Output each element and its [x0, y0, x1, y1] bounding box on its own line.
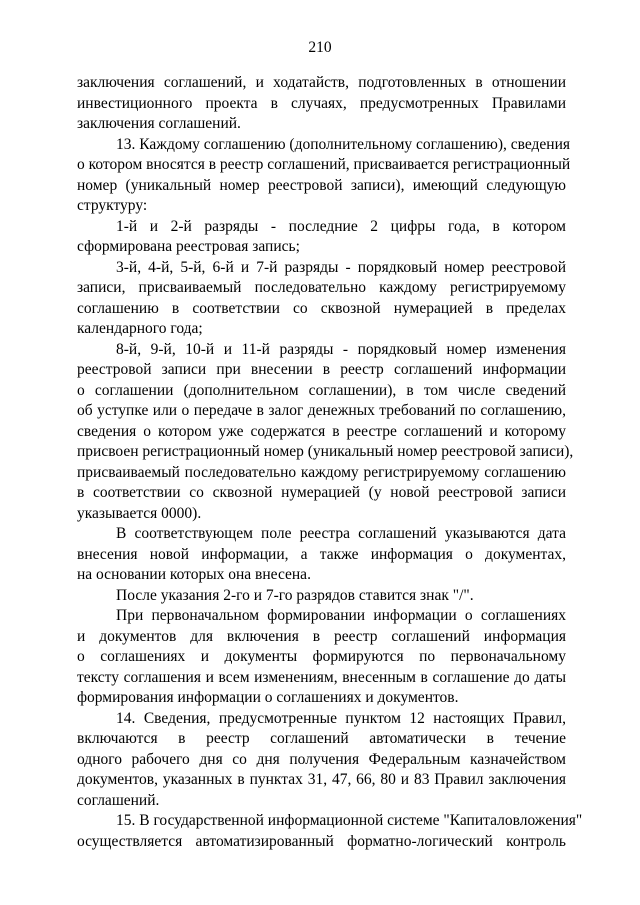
text-line: инвестиционного проекта в случаях, предусмотренных Правилами [77, 94, 566, 112]
paragraph-digits-3-7 [77, 258, 566, 340]
text-line: на основании которых она внесена. [77, 566, 311, 583]
paragraph-initial-formation [77, 606, 566, 709]
text-line: 14. Сведения, предусмотренные пунктом 12 настоящих Правил, [116, 709, 566, 727]
paragraph-digits-8-11 [77, 340, 574, 525]
text-line: присваиваемый последовательно каждому регистрируемому соглашению [77, 463, 566, 481]
text-line: реестровой записи при внесении в реестр соглашений информации [77, 361, 566, 378]
text-line: сведения о котором уже содержатся в реестре соглашений и которому [77, 422, 566, 440]
text-line: осуществляется автоматизированный форматно-логический контроль [77, 832, 566, 850]
text-line: 13. Каждому соглашению (дополнительному соглашению), сведения [116, 135, 571, 153]
text-line: включаются в реестр соглашений автоматически в течение [77, 730, 566, 747]
text-line: При первоначальном формировании информации о соглашениях [116, 607, 566, 624]
paragraph-continuation [77, 73, 566, 135]
paragraph-item-15 [77, 811, 583, 852]
text-line: указывается 0000). [77, 504, 202, 522]
text-line: 3-й, 4-й, 5-й, 6-й и 7-й разряды - порядковый номер реестровой [116, 258, 566, 276]
text-line: структуру: [77, 197, 148, 214]
text-line: тексту соглашения и всем изменениям, внесенным в соглашение до даты [77, 668, 566, 686]
text-line: о соглашении (дополнительном соглашении), в том числе сведений [77, 381, 566, 399]
text-line: о котором вносятся в реестр соглашений, присваивается регистрационный [77, 156, 571, 173]
text-line: об уступке или о передаче в залог денежных требований по соглашению, [77, 402, 566, 419]
text-line: В соответствующем поле реестра соглашений указываются дата [116, 525, 566, 542]
text-line: формирования информации о соглашениях и документов. [77, 689, 459, 706]
text-line: записи, присваиваемый последовательно каждому регистрируемому [77, 279, 566, 296]
text-line: одного рабочего дня со дня получения Федеральным казначейством [77, 750, 566, 768]
text-line: соглашению в соответствии со сквозной нумерацией в пределах [77, 299, 566, 317]
paragraph-item-14 [77, 709, 566, 812]
text-line: После указания 2-го и 7-го разрядов ставится знак "/". [116, 586, 474, 604]
text-line: 8-й, 9-й, 10-й и 11-й разряды - порядковый номер изменения [116, 340, 566, 358]
text-line: документов, указанных в пунктах 31, 47, 66, 80 и 83 Правил заключения [77, 771, 566, 788]
text-line: 15. В государственной информационной системе "Капиталовложения" [116, 812, 583, 829]
text-line: о соглашениях и документы формируются по первоначальному [77, 648, 566, 665]
text-line: календарного года; [77, 320, 203, 337]
document-body [77, 73, 583, 852]
text-line: номер (уникальный номер реестровой записи), имеющий следующую [77, 176, 566, 194]
paragraph-digits-1-2 [77, 217, 566, 258]
text-line: соглашений. [77, 791, 160, 809]
text-line: и документов для включения в реестр соглашений информация [77, 627, 566, 645]
paragraph-slash-sign [77, 586, 566, 607]
text-line: заключения соглашений. [77, 115, 241, 132]
text-line: 1-й и 2-й разряды - последние 2 цифры года, в котором [116, 217, 566, 235]
text-line: в соответствии со сквозной нумерацией (у новой реестровой записи [77, 484, 566, 501]
text-line: сформирована реестровая запись; [77, 238, 300, 255]
paragraph-item-13 [77, 135, 571, 217]
text-line: заключения соглашений, и ходатайств, подготовленных в отношении [77, 74, 566, 91]
page-number: 210 [308, 39, 332, 56]
text-line: внесения новой информации, а также информация о документах, [77, 545, 566, 563]
paragraph-registry-field [77, 524, 566, 586]
text-line: присвоен регистрационный номер (уникальный номер реестровой записи), [77, 443, 574, 460]
